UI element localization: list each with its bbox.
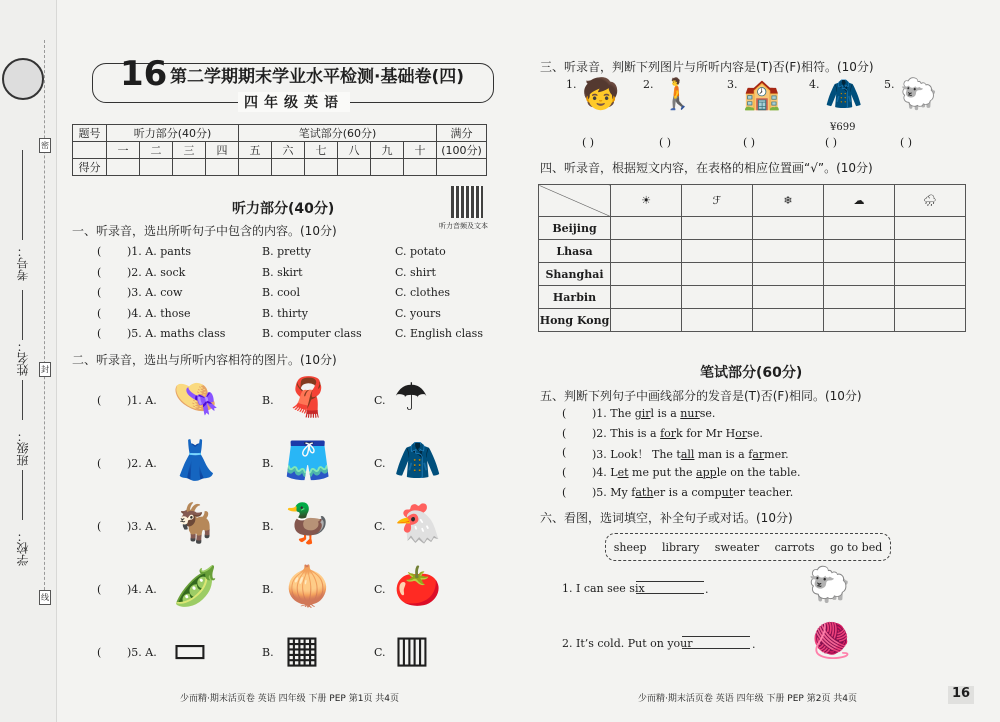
score-input[interactable] [140, 159, 173, 176]
picture-number: 1. [566, 78, 577, 91]
answer-blank[interactable] [636, 584, 704, 594]
weather-check-cell[interactable] [895, 217, 966, 240]
windy-icon: ℱ [682, 185, 753, 217]
section-4-heading: 四、听录音，根据短文内容，在表格的相应位置画“√”。(10分) [540, 161, 873, 175]
answer-blank[interactable] [682, 639, 750, 649]
page-title: 第二学期期末学业水平检测·基础卷(四) [170, 67, 464, 87]
weather-corner-cell [539, 185, 611, 217]
fill-question-2: 2. It’s cold. Put on your [562, 637, 693, 650]
city-label: Lhasa [539, 240, 611, 263]
rainy-icon: 🌧 [895, 185, 966, 217]
picture-option-c: C. [374, 646, 386, 659]
score-cell: 四 [206, 142, 239, 159]
writing-title: 笔试部分(60分) [700, 365, 803, 381]
answer-paren[interactable]: ( [97, 646, 102, 659]
score-cell: 一 [107, 142, 140, 159]
weather-check-cell[interactable] [611, 217, 682, 240]
word-bank [605, 533, 891, 561]
score-cell: 九 [371, 142, 404, 159]
score-table [72, 124, 487, 176]
seal-mark: 封 [39, 362, 51, 377]
answer-blank[interactable] [682, 627, 750, 637]
cloudy-icon: ☁ [824, 185, 895, 217]
weather-check-cell[interactable] [611, 309, 682, 332]
seal-line [44, 40, 45, 600]
weather-check-cell[interactable] [611, 263, 682, 286]
picture-number: 2. [643, 78, 654, 91]
picture-option-b: B. [262, 394, 274, 407]
sidebar-line [22, 150, 23, 240]
sidebar-line [22, 290, 23, 340]
sweater-price: ¥699 [830, 122, 856, 133]
option-a: )1. A. pants [127, 245, 191, 258]
weather-table [538, 184, 966, 332]
sentence-text: mer. [764, 448, 789, 462]
answer-paren[interactable]: ( ) [743, 136, 756, 149]
weather-check-cell[interactable] [611, 286, 682, 309]
sentence-text: l is a [650, 407, 681, 420]
score-cell: 得分 [73, 159, 107, 176]
picture-option-c: C. [374, 394, 386, 407]
weather-check-cell[interactable] [682, 217, 753, 240]
word-option: sweater [714, 540, 760, 554]
pronunciation-sentence [592, 486, 793, 499]
option-c: C. yours [395, 306, 441, 320]
score-input[interactable] [338, 159, 371, 176]
page-subtitle: 四年级英语 [238, 92, 350, 112]
score-cell: 听力部分(40分) [107, 125, 239, 142]
weather-check-cell[interactable] [753, 263, 824, 286]
underlined-letters: gir [634, 407, 651, 420]
sidebar-label-exam-no: 考号： [16, 245, 30, 281]
answer-blank[interactable] [636, 572, 704, 582]
weather-check-cell[interactable] [824, 286, 895, 309]
weather-check-cell[interactable] [682, 309, 753, 332]
picture-option-b: B. [262, 583, 274, 596]
score-input[interactable] [404, 159, 437, 176]
underlined-letters: ath [635, 485, 654, 499]
shorts-icon: 🩳 [284, 438, 332, 482]
weather-check-cell[interactable] [611, 240, 682, 263]
weather-check-cell[interactable] [682, 286, 753, 309]
answer-paren[interactable]: ( [562, 466, 567, 480]
city-label: Harbin [539, 286, 611, 309]
option-b: B. skirt [262, 265, 303, 279]
pronunciation-sentence [592, 446, 789, 462]
option-a: )2. A. sock [127, 265, 186, 279]
weather-check-cell[interactable] [753, 309, 824, 332]
score-input[interactable] [272, 159, 305, 176]
page-number-badge: 16 [948, 686, 974, 704]
school-icon: 🏫 [743, 77, 781, 112]
pronunciation-sentence [592, 466, 800, 479]
word-option: sheep [613, 540, 647, 554]
umbrella-icon: ☂ [394, 375, 429, 419]
score-input[interactable] [107, 159, 140, 176]
score-cell: 五 [239, 142, 272, 159]
panda-sweater-icon: 🧥 [825, 77, 863, 112]
picture-option-b: B. [262, 646, 274, 659]
answer-paren[interactable]: ( [97, 245, 102, 258]
boy-washing-icon: 🧒 [582, 77, 620, 112]
answer-paren[interactable]: ( [562, 485, 567, 499]
option-c: C. English class [395, 327, 483, 340]
library-icon: ▥ [394, 627, 430, 671]
seal-mark: 密 [39, 138, 51, 153]
score-cell: 八 [338, 142, 371, 159]
picture-option-a: )3. A. [127, 520, 157, 533]
weather-check-cell[interactable] [753, 240, 824, 263]
score-input[interactable] [371, 159, 404, 176]
footer-left: 少而精·期末活页卷 英语 四年级 下册 PEP 第1页 共4页 [180, 694, 400, 704]
weather-check-cell[interactable] [753, 217, 824, 240]
sentence-text: )2. This is a [592, 426, 661, 440]
underlined-letters: app [696, 466, 717, 480]
picture-option-c: C. [374, 457, 386, 470]
score-input[interactable] [239, 159, 272, 176]
tomato-icon: 🍅 [394, 564, 442, 608]
answer-paren[interactable]: ( ) [582, 136, 595, 149]
option-c: C. shirt [395, 265, 436, 279]
underlined-letters: ut [721, 485, 734, 499]
seal-mark: 线 [39, 590, 51, 605]
score-input[interactable] [173, 159, 206, 176]
boy-walking-icon: 🚶 [659, 77, 697, 112]
weather-check-cell[interactable] [895, 309, 966, 332]
sentence-text: se. [699, 407, 716, 420]
picture-option-b: B. [262, 457, 274, 470]
answer-paren[interactable]: ( [97, 265, 102, 279]
score-cell: 笔试部分(60分) [239, 125, 437, 142]
option-b: B. computer class [262, 327, 362, 340]
qr-caption: 听力音频及文本 [439, 222, 488, 230]
classroom-icon: ▦ [284, 627, 320, 671]
section-5-heading: 五、判断下列句子中画线部分的发音是(T)否(F)相同。(10分) [540, 389, 862, 403]
section-6-heading: 六、看图，选词填空，补全句子或对话。(10分) [540, 511, 793, 525]
weather-check-cell[interactable] [824, 240, 895, 263]
sentence-text: se. [747, 426, 763, 440]
option-a: )5. A. maths class [127, 327, 226, 340]
qr-code-icon[interactable] [451, 186, 483, 218]
duck-icon: 🦆 [284, 501, 332, 545]
score-input[interactable] [206, 159, 239, 176]
picture-option-a: )4. A. [127, 583, 157, 596]
weather-check-cell[interactable] [895, 263, 966, 286]
word-option: library [661, 540, 700, 554]
picture-number: 4. [809, 78, 820, 91]
fill-question-1: 1. I can see six [562, 582, 645, 595]
pronunciation-sentence [592, 427, 763, 440]
dress-icon: 👗 [172, 438, 220, 482]
section-2-heading: 二、听录音，选出与所听内容相符的图片。(10分) [72, 353, 337, 367]
picture-option-a: )2. A. [127, 457, 157, 470]
score-input[interactable] [305, 159, 338, 176]
answer-paren[interactable]: ( [97, 457, 102, 470]
playground-icon: ▭ [172, 627, 208, 671]
option-c: C. potato [395, 245, 446, 258]
sidebar-line [22, 470, 23, 520]
section-3-heading: 三、听录音，判断下列图片与所听内容是(T)否(F)相符。(10分) [540, 60, 874, 74]
score-cell: 二 [140, 142, 173, 159]
answer-paren[interactable]: ( ) [900, 136, 913, 149]
sidebar-label-name: 姓名： [16, 340, 30, 376]
hat-icon: 👒 [172, 375, 220, 419]
green-beans-icon: 🫛 [172, 564, 220, 608]
answer-paren[interactable]: ( [562, 407, 567, 420]
answer-paren[interactable]: ( [97, 306, 102, 320]
underlined-letters: or [735, 426, 748, 440]
score-cell: (100分) [437, 142, 487, 159]
sentence-text: )1. The [592, 407, 635, 420]
sentence-text: )5. My f [592, 485, 636, 499]
picture-option-c: C. [374, 520, 386, 533]
publisher-logo-icon [2, 58, 44, 100]
sentence-text: )4. L [592, 466, 618, 480]
answer-paren[interactable]: ( [562, 446, 567, 460]
answer-paren[interactable]: ( [562, 426, 567, 440]
goat-icon: 🐐 [172, 501, 220, 545]
onion-icon: 🧅 [284, 564, 332, 608]
hen-icon: 🐔 [394, 501, 442, 545]
answer-paren[interactable]: ( [97, 327, 102, 340]
sentence-text: k for Mr H [676, 426, 736, 440]
sidebar-label-class: 班级： [16, 430, 30, 466]
sentence-text: er is a comp [653, 485, 722, 499]
score-input[interactable] [437, 159, 487, 176]
option-a: )4. A. those [127, 306, 191, 320]
option-c: C. clothes [395, 286, 450, 299]
score-cell: 六 [272, 142, 305, 159]
pronunciation-sentence [592, 407, 715, 420]
picture-option-b: B. [262, 520, 274, 533]
sidebar-label-school: 学校： [16, 530, 30, 566]
weather-check-cell[interactable] [824, 309, 895, 332]
sentence-period: . [752, 638, 756, 651]
scarf-icon: 🧣 [284, 375, 332, 419]
score-cell: 七 [305, 142, 338, 159]
option-b: B. pretty [262, 245, 311, 258]
answer-paren[interactable]: ( ) [659, 136, 672, 149]
sunny-icon: ☀ [611, 185, 682, 217]
picture-number: 3. [727, 78, 738, 91]
weather-check-cell[interactable] [682, 263, 753, 286]
sentence-text: )3. Look！ The t [592, 448, 681, 462]
score-cell: 满分 [437, 125, 487, 142]
answer-paren[interactable]: ( [97, 394, 102, 407]
answer-paren[interactable]: ( [97, 286, 102, 299]
city-label: Hong Kong [539, 309, 611, 332]
sidebar-line [22, 380, 23, 420]
sentence-period: . [705, 583, 709, 596]
section-1-heading: 一、听录音，选出所听句子中包含的内容。(10分) [72, 224, 337, 238]
picture-option-c: C. [374, 583, 386, 596]
picture-option-a: )5. A. [127, 646, 157, 659]
sentence-text: le on the table. [716, 466, 801, 480]
picture-option-a: )1. A. [127, 394, 157, 407]
city-label: Beijing [539, 217, 611, 240]
sheep-icon: 🐑 [900, 77, 938, 112]
picture-number: 5. [884, 78, 895, 91]
score-cell: 三 [173, 142, 206, 159]
listening-title: 听力部分(40分) [232, 201, 335, 217]
sheep-icon: 🐑 [808, 565, 851, 605]
city-label: Shanghai [539, 263, 611, 286]
underlined-letters: nur [680, 407, 700, 420]
weather-check-cell[interactable] [753, 286, 824, 309]
snowy-icon: ❄ [753, 185, 824, 217]
answer-paren[interactable]: ( [97, 583, 102, 596]
underlined-letters: ar [752, 448, 765, 462]
sentence-text: man is a f [694, 448, 753, 462]
word-option: carrots [774, 540, 815, 554]
underlined-letters: for [660, 426, 677, 440]
weather-check-cell[interactable] [824, 217, 895, 240]
underlined-letters: et [617, 466, 629, 480]
sweater-icon: 🧶 [810, 621, 853, 661]
answer-paren[interactable]: ( [97, 520, 102, 533]
sentence-text: er teacher. [733, 485, 794, 499]
weather-check-cell[interactable] [895, 240, 966, 263]
sentence-text: me put the [628, 466, 697, 480]
answer-paren[interactable]: ( ) [825, 136, 838, 149]
option-b: B. thirty [262, 306, 308, 320]
score-cell: 题号 [73, 125, 107, 142]
score-cell: 十 [404, 142, 437, 159]
option-a: )3. A. cow [127, 286, 183, 299]
underlined-letters: all [680, 448, 695, 462]
coat-icon: 🧥 [394, 438, 442, 482]
test-number: 16 [120, 54, 168, 94]
weather-check-cell[interactable] [824, 263, 895, 286]
footer-right: 少而精·期末活页卷 英语 四年级 下册 PEP 第2页 共4页 [638, 694, 858, 704]
weather-check-cell[interactable] [682, 240, 753, 263]
word-option: go to bed [829, 540, 883, 554]
option-b: B. cool [262, 286, 301, 299]
weather-check-cell[interactable] [895, 286, 966, 309]
